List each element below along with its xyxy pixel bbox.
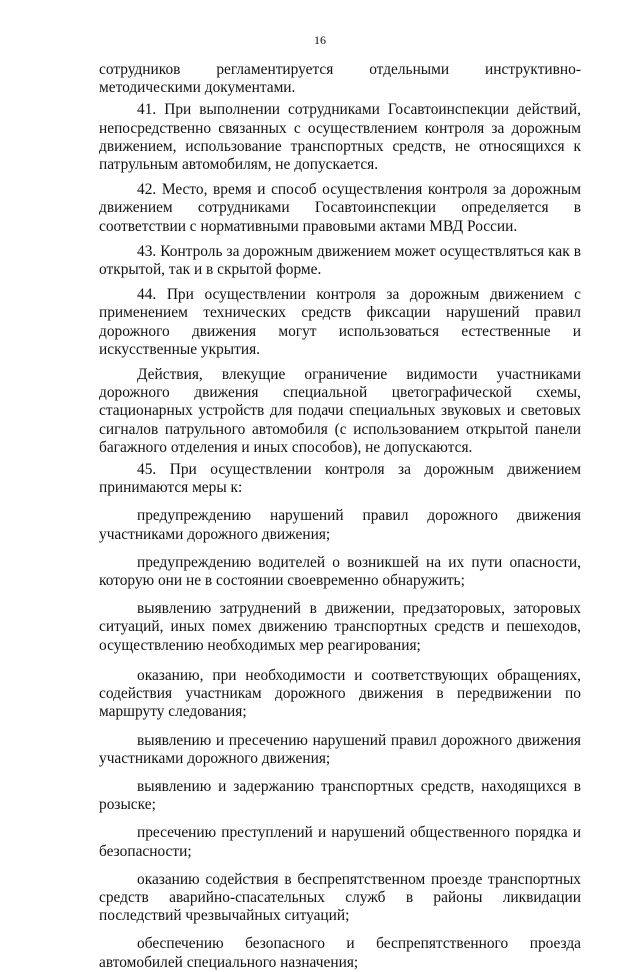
document-body [99, 61, 581, 972]
list-item-violation-prevention: предупреждению нарушений правил дорожного движения участниками дорожного движения; [99, 507, 581, 543]
paragraph-42: 42. Место, время и способ осуществления контроля за дорожным движением сотрудниками Госавтоинспекции определяется в соответствии с нормативными правовыми актами МВД России. [99, 181, 581, 235]
paragraph-41: 41. При выполнении сотрудниками Госавтоинспекции действий, непосредственно связанных с осуществлением контроля за дорожным движением, использование транспортных средств, не относящихся к патрульным автомобилям, не допускается. [99, 101, 581, 174]
list-item-wanted-vehicles: выявлению и задержанию транспортных средств, находящихся в розыске; [99, 777, 581, 814]
list-item-crime-suppression: пресечению преступлений и нарушений общественного порядка и безопасности; [99, 824, 581, 860]
list-item-driver-warning: предупреждению водителей о возникшей на их пути опасности, которую они не в состоянии своевременно обнаружить; [99, 553, 581, 590]
list-item-special-vehicles: обеспечению безопасного и беспрепятственного проезда автомобилей специального назначения; [99, 935, 581, 971]
list-item-traffic-difficulties: выявлению затруднений в движении, предзаторовых, заторовых ситуаций, иных помех движению транспортных средств и пешеходов, осуществлению необходимых мер реагирования; [99, 600, 581, 654]
paragraph-continuation: сотрудников регламентируется отдельными инструктивно-методическими документами. [99, 61, 581, 97]
paragraph-43: 43. Контроль за дорожным движением может осуществляться как в открытой, так и в скрытой форме. [99, 242, 581, 279]
paragraph-44: 44. При осуществлении контроля за дорожным движением с применением технических средств фиксации нарушений правил дорожного движения могут использоваться естественные и искусственные укрытия. [99, 286, 581, 358]
list-item-violation-suppression: выявлению и пресечению нарушений правил дорожного движения участниками дорожного движения; [99, 731, 581, 767]
page-number: 16 [314, 33, 326, 47]
paragraph-45: 45. При осуществлении контроля за дорожным движением принимаются меры к: [99, 461, 581, 497]
list-item-emergency-passage: оказанию содействия в беспрепятственном проезде транспортных средств аварийно-спасательных служб в районы ликвидации последствий чрезвычайных ситуаций; [99, 870, 581, 925]
paragraph-visibility-restriction: Действия, влекущие ограничение видимости участниками дорожного движения специальной цветографической схемы, стационарных устройств для подачи специальных звуковых и световых сигналов патрульного автомобиля (с использованием открытой панели багажного отделения и иных способов), не допускаются. [99, 366, 581, 456]
list-item-route-assistance: оказанию, при необходимости и соответствующих обращениях, содействия участникам дорожного движения в передвижении по маршруту следования; [99, 666, 581, 721]
